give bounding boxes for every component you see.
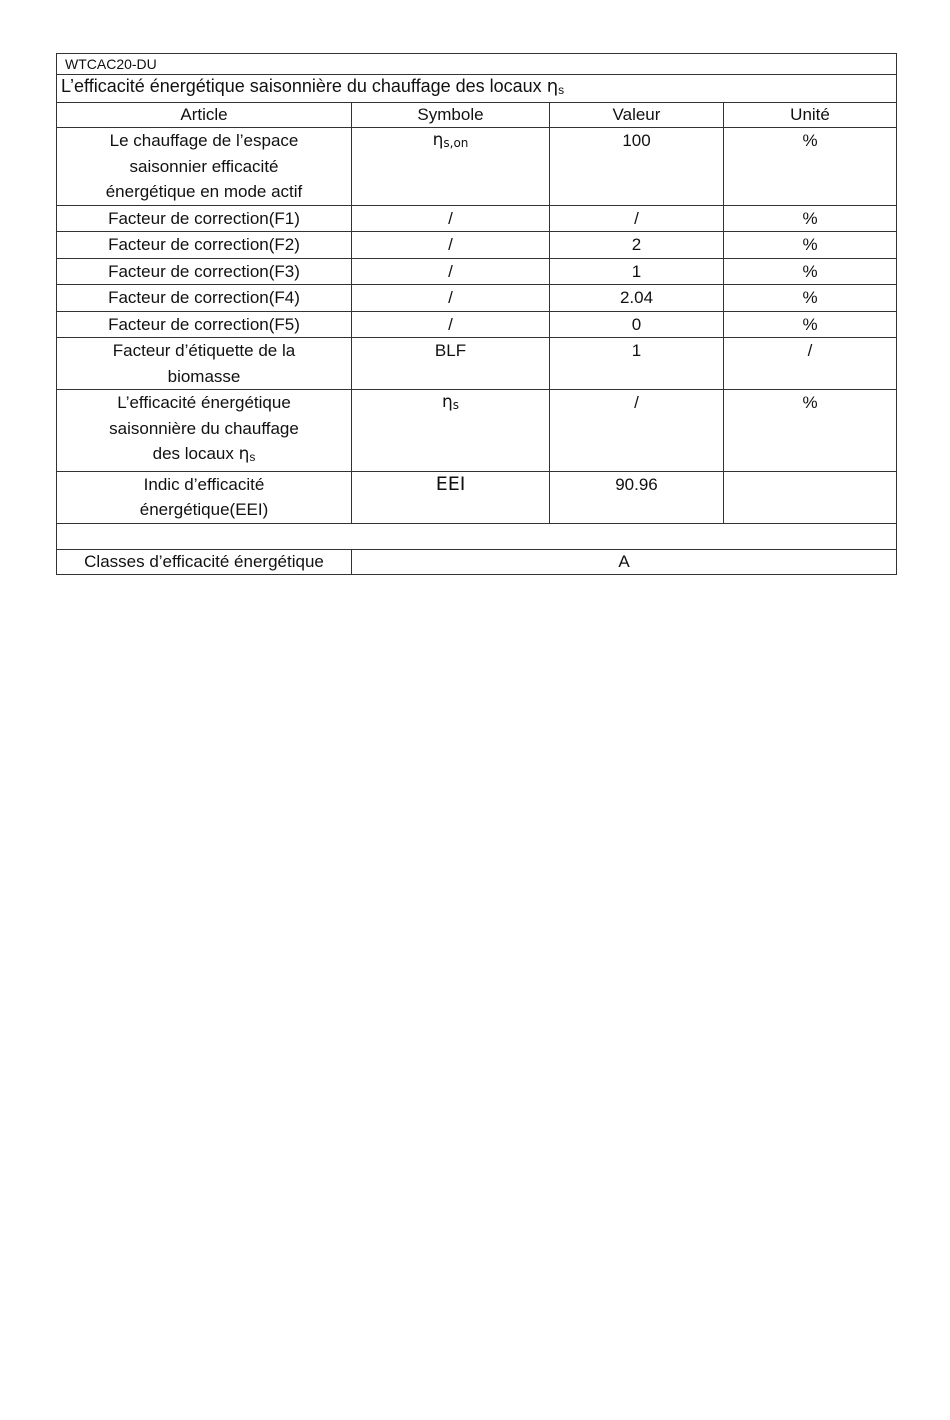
model-reference: WTCAC20-DU bbox=[57, 54, 897, 75]
row-unit: % bbox=[724, 232, 897, 259]
row-article bbox=[57, 390, 352, 472]
row-symbol-sub: s,on bbox=[443, 136, 469, 150]
table-row bbox=[57, 205, 897, 232]
row-value: 90.96 bbox=[550, 471, 724, 523]
table-title bbox=[57, 75, 897, 103]
row-value: / bbox=[550, 205, 724, 232]
row-symbol-sub: s bbox=[452, 398, 460, 412]
row-article-line: Indic d’efficacité bbox=[143, 474, 265, 494]
table-title-symbol-sub: s bbox=[558, 83, 565, 97]
header-article: Article bbox=[57, 103, 352, 128]
row-article bbox=[57, 338, 352, 390]
row-article-line: Facteur d’étiquette de la bbox=[112, 341, 296, 360]
row-article: Facteur de correction(F3) bbox=[57, 258, 352, 285]
row-unit: % bbox=[724, 258, 897, 285]
header-row bbox=[57, 103, 897, 128]
energy-efficiency-sheet bbox=[56, 53, 896, 575]
row-unit: % bbox=[724, 285, 897, 312]
row-article bbox=[57, 471, 352, 523]
row-article bbox=[57, 128, 352, 206]
table-row bbox=[57, 311, 897, 338]
table-title-symbol: η bbox=[546, 76, 559, 97]
table-row bbox=[57, 232, 897, 259]
row-article-line: énergétique(EEI) bbox=[139, 500, 269, 519]
row-unit: % bbox=[724, 205, 897, 232]
row-article-line: énergétique en mode actif bbox=[105, 182, 303, 201]
row-unit: % bbox=[724, 128, 897, 206]
table-row bbox=[57, 285, 897, 312]
row-unit: % bbox=[724, 390, 897, 472]
table-row bbox=[57, 258, 897, 285]
energy-class-row bbox=[57, 549, 897, 574]
blank-row bbox=[57, 523, 897, 549]
energy-class-value: A bbox=[352, 549, 897, 574]
row-article-line: saisonnier efficacité bbox=[129, 156, 279, 176]
header-valeur: Valeur bbox=[550, 103, 724, 128]
row-value: 1 bbox=[550, 258, 724, 285]
row-unit: % bbox=[724, 311, 897, 338]
row-symbol: / bbox=[352, 311, 550, 338]
row-symbol bbox=[352, 128, 550, 206]
row-symbol-main: η bbox=[441, 392, 453, 412]
row-article: Facteur de correction(F2) bbox=[57, 232, 352, 259]
row-article: Facteur de correction(F5) bbox=[57, 311, 352, 338]
row-article-line: des locaux bbox=[152, 444, 239, 463]
row-symbol: / bbox=[352, 285, 550, 312]
header-unite: Unité bbox=[724, 103, 897, 128]
row-value: 1 bbox=[550, 338, 724, 390]
row-article-line: Le chauffage de l’espace bbox=[109, 131, 299, 150]
row-symbol: / bbox=[352, 258, 550, 285]
table-row bbox=[57, 390, 897, 472]
row-article-line: L’efficacité énergétique bbox=[117, 393, 291, 412]
row-unit: / bbox=[724, 338, 897, 390]
row-value: 2 bbox=[550, 232, 724, 259]
row-unit bbox=[724, 471, 897, 523]
row-value: 0 bbox=[550, 311, 724, 338]
table-row bbox=[57, 471, 897, 523]
row-symbol bbox=[352, 471, 550, 523]
row-article-symbol-sub: s bbox=[249, 450, 256, 464]
row-article-line: saisonnière du chauffage bbox=[109, 418, 299, 438]
table-row bbox=[57, 338, 897, 390]
table-title-text: L’efficacité énergétique saisonnière du chauffage des locaux bbox=[61, 76, 547, 96]
row-symbol bbox=[352, 390, 550, 472]
row-symbol: / bbox=[352, 205, 550, 232]
table-row bbox=[57, 128, 897, 206]
row-symbol-main: η bbox=[432, 130, 444, 150]
row-value: 100 bbox=[550, 128, 724, 206]
row-article-symbol: η bbox=[238, 444, 250, 464]
row-value: / bbox=[550, 390, 724, 472]
row-article: Facteur de correction(F4) bbox=[57, 285, 352, 312]
row-symbol: / bbox=[352, 232, 550, 259]
row-article-line-with-symbol bbox=[61, 441, 347, 471]
energy-class-label: Classes d’efficacité énergétique bbox=[57, 549, 352, 574]
row-article: Facteur de correction(F1) bbox=[57, 205, 352, 232]
row-value: 2.04 bbox=[550, 285, 724, 312]
row-article-line: biomasse bbox=[167, 366, 241, 386]
row-symbol: BLF bbox=[352, 338, 550, 390]
header-symbole: Symbole bbox=[352, 103, 550, 128]
row-symbol-main: EEI bbox=[435, 472, 466, 495]
energy-efficiency-table bbox=[56, 53, 897, 575]
blank-cell bbox=[57, 523, 897, 549]
